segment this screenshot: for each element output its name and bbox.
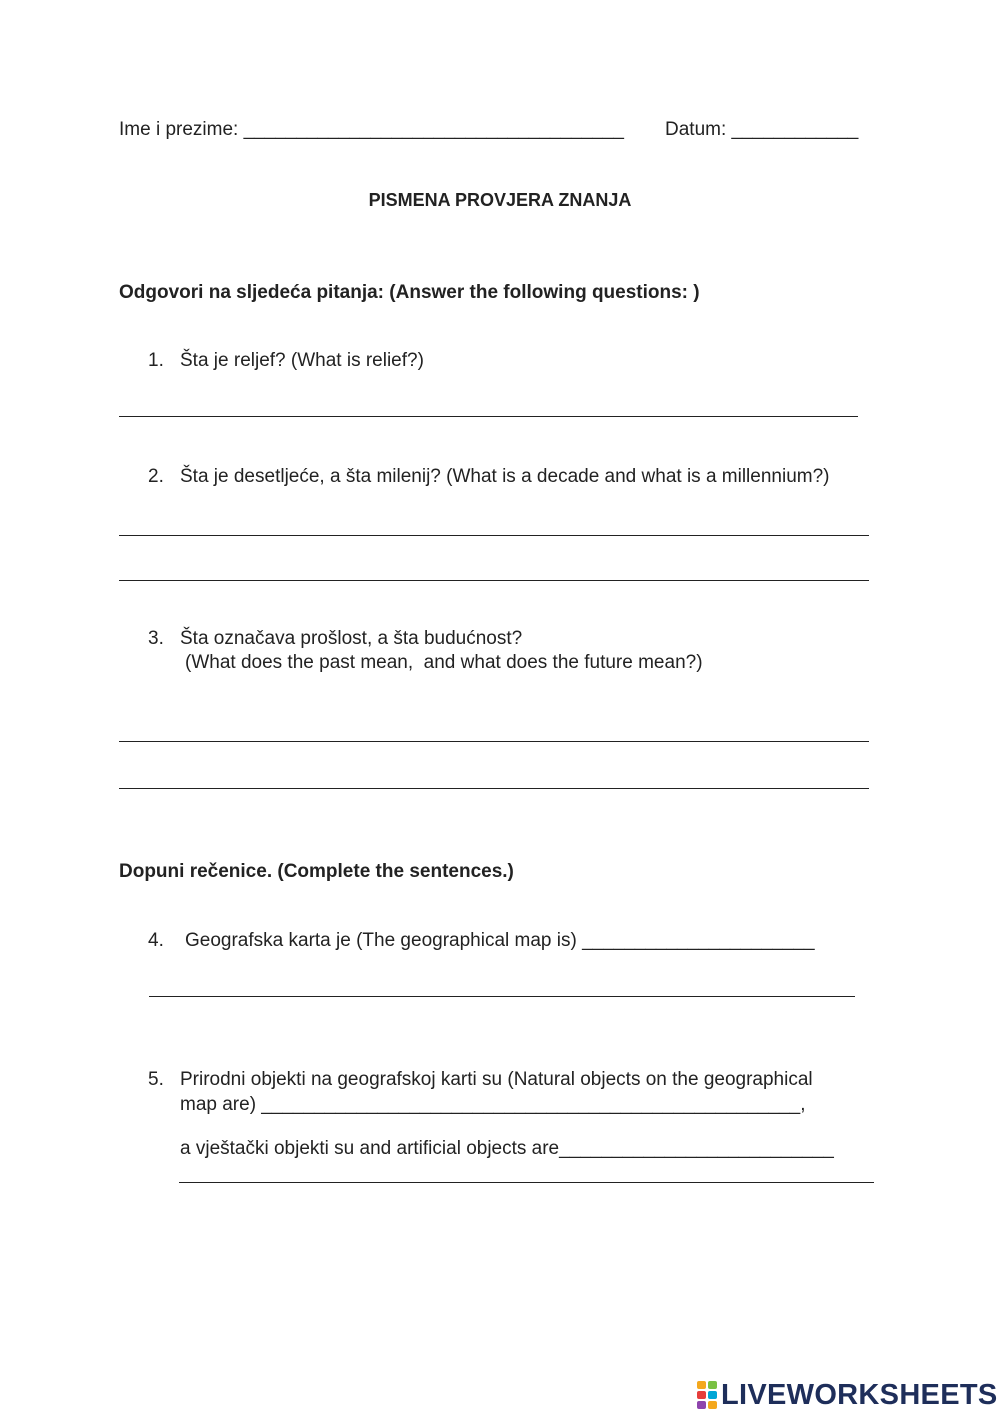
answer-line-2a[interactable] — [119, 535, 869, 536]
question-3-number: 3. — [148, 628, 164, 649]
question-1-text: Šta je reljef? (What is relief?) — [180, 350, 424, 371]
logo-icon — [697, 1381, 717, 1409]
answer-line-1[interactable] — [119, 416, 858, 417]
answer-line-3a[interactable] — [119, 741, 869, 742]
question-3-translation: (What does the past mean, and what does the future mean?) — [185, 652, 703, 673]
logo-square-2 — [708, 1381, 717, 1389]
section1-instruction: Odgovori na sljedeća pitanja: (Answer the following questions: ) — [119, 282, 700, 303]
answer-line-3b[interactable] — [119, 788, 869, 789]
logo-text: LIVEWORKSHEETS — [721, 1379, 998, 1411]
question-5-text-line3[interactable]: a vještački objekti su and artificial objects are__________________________ — [180, 1138, 834, 1159]
logo-square-6 — [708, 1401, 717, 1409]
liveworksheets-logo — [697, 1378, 998, 1412]
question-3-text: Šta označava prošlost, a šta budućnost? — [180, 628, 523, 649]
answer-line-5[interactable] — [179, 1182, 874, 1183]
section2-instruction: Dopuni rečenice. (Complete the sentences.) — [119, 861, 514, 882]
logo-square-1 — [697, 1381, 706, 1389]
name-field-label: Ime i prezime: ____________________________________ — [119, 119, 624, 140]
question-4-number: 4. — [148, 930, 164, 951]
answer-line-2b[interactable] — [119, 580, 869, 581]
question-5-text: Prirodni objekti na geografskoj karti su (Natural objects on the geographical — [180, 1069, 813, 1090]
page-title: PISMENA PROVJERA ZNANJA — [368, 190, 632, 210]
question-4-text[interactable]: Geografska karta je (The geographical map is) ______________________ — [185, 930, 815, 951]
logo-square-4 — [708, 1391, 717, 1399]
question-2-text: Šta je desetljeće, a šta milenij? (What is a decade and what is a millennium?) — [180, 466, 830, 487]
logo-square-3 — [697, 1391, 706, 1399]
logo-square-5 — [697, 1401, 706, 1409]
answer-line-4[interactable] — [149, 996, 855, 997]
question-2-number: 2. — [148, 466, 164, 487]
date-field-label: Datum: ____________ — [665, 119, 859, 140]
question-5-text-line2[interactable]: map are) ___________________________________________________, — [180, 1094, 806, 1115]
question-1-number: 1. — [148, 350, 164, 371]
question-5-number: 5. — [148, 1069, 164, 1090]
